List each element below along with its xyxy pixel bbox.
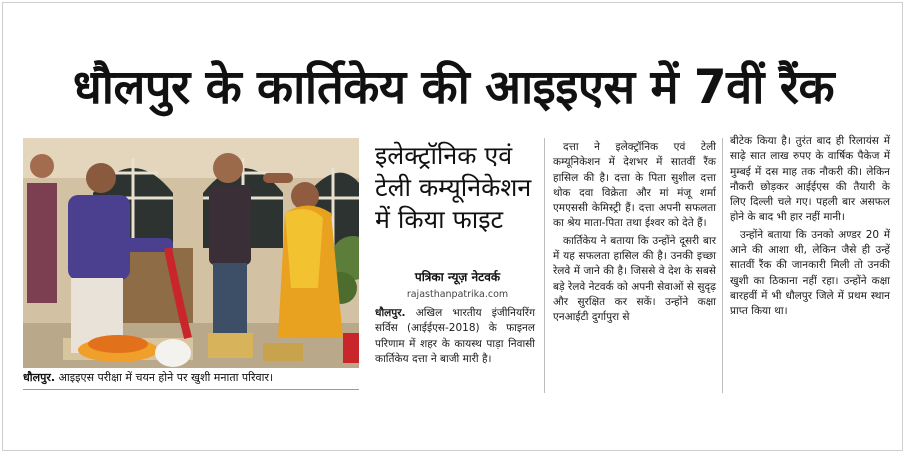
column-2-paragraph-1: दत्ता ने इलेक्ट्रॉनिक एवं टेली कम्यूनिकेशन में देशभर में सातवीं रैंक हासिल की है। दत्ता के पिता सुशील दत्ता थोक दवा विक्रेता और मां मंजू शर्मा एमएससी केमिस्ट्री हैं। दत्ता अपनी सफलता का श्रेय माता-पिता तथा ईश्वर को देते हैं। — [553, 141, 716, 230]
article-column-1 — [375, 306, 535, 369]
byline: पत्रिका न्यूज़ नेटवर्क — [414, 270, 501, 284]
dateline: धौलपुर. — [375, 307, 406, 319]
column-divider — [722, 138, 723, 393]
photo-caption — [23, 370, 363, 386]
caption-divider — [23, 389, 359, 390]
column-1-text: अखिल भारतीय इंजीनियरिंग सर्विस (आईईएस-2018) के फाइनल परिणाम में शहर के कायस्थ पाड़ा निवासी कार्तिकेय दत्ता ने बाजी मारी है। — [375, 307, 535, 365]
subheadline: इलेक्ट्रॉनिक एवं टेली कम्यूनिकेशन में किया फाइट — [375, 141, 532, 234]
headline: धौलपुर के कार्तिकेय की आइइएस में 7वीं रैंक — [72, 60, 835, 115]
website-credit: rajasthanpatrika.com — [406, 289, 509, 300]
article-column-3 — [730, 134, 890, 322]
caption-text: आइइएस परीक्षा में चयन होने पर खुशी मनाता परिवार। — [55, 371, 274, 384]
news-photo — [23, 138, 359, 368]
column-3-paragraph-2: उन्होंने बताया कि उनको अण्डर 20 में आने की आशा थी, लेकिन जैसे ही उन्हें सातवीं रैंक की जानकारी मिली तो उनकी खुशी का ठिकाना नहीं रहा। उन्होंने कक्षा बारहवीं में भी धौलपुर जिले में प्रथम स्थान प्राप्त किया था। — [730, 228, 890, 318]
column-3-paragraph-1: बीटेक किया है। तुरंत बाद ही रिलायंस में साढ़े सात लाख रुपए के वार्षिक पैकेज में मुम्बई में दस माह तक नौकरी की। लेकिन नौकरी छोड़कर आईईएस की तैयारी के लिए दिल्ली चले गए। पहली बार असफल होने के बाद भी हार नहीं मानी। — [730, 135, 890, 224]
caption-place: धौलपुर. — [23, 371, 55, 384]
column-divider — [544, 138, 545, 393]
article-column-2 — [553, 140, 716, 328]
column-2-paragraph-2: कार्तिकेय ने बताया कि उन्होंने दूसरी बार में यह सफलता हासिल की है। उनकी इच्छा रेलवे में जाने की है। जिससे वे देश के सबसे बड़े रेलवे नेटवर्क को अपनी सेवाओं से सुदृढ़ और सुरक्षित कर सकें। उन्होंने कक्षा एनआईटी दुर्गापुरा से — [553, 234, 716, 324]
